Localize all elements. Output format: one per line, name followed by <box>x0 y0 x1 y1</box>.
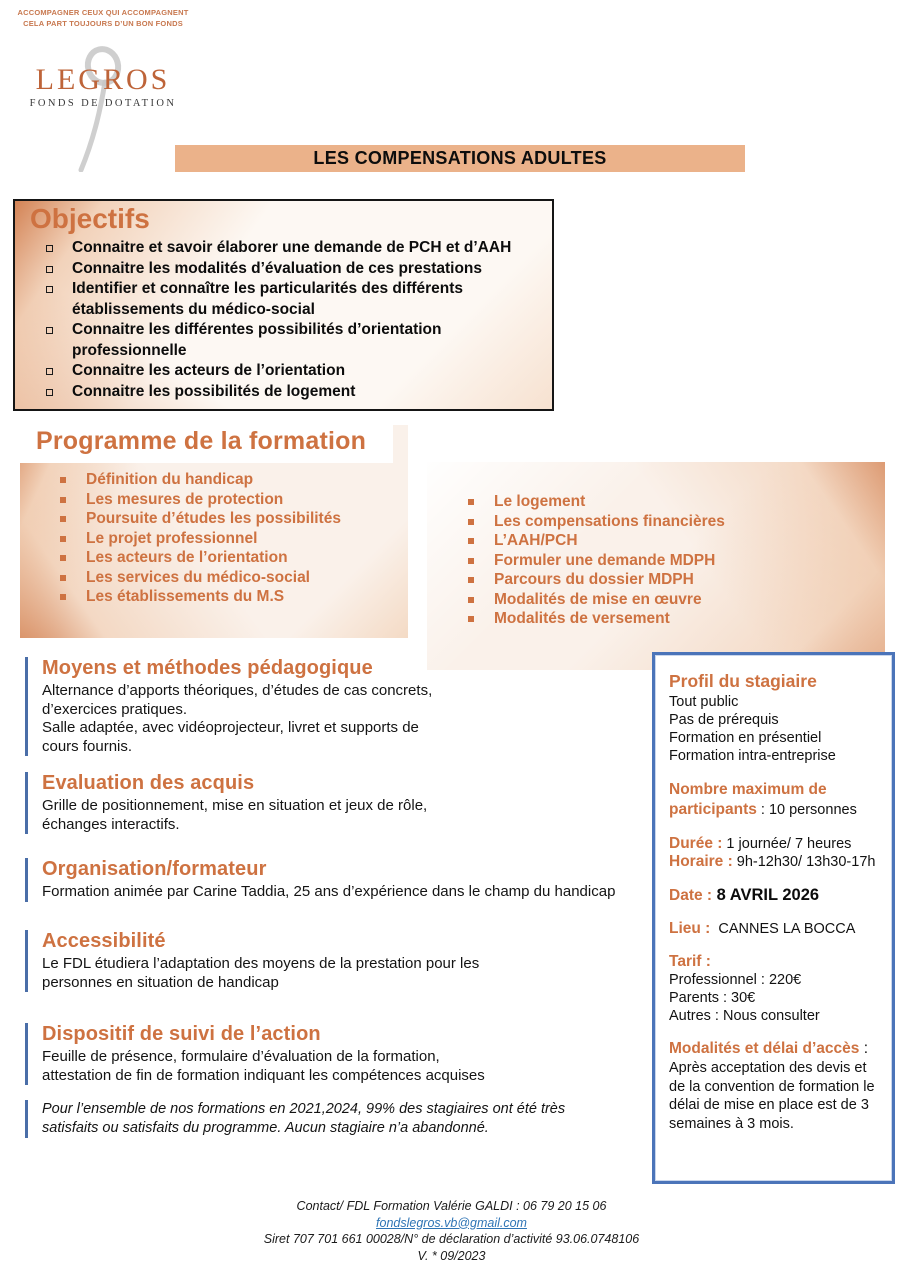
horaire-value: 9h-12h30/ 13h30-17h <box>732 854 876 870</box>
satisfaction-note: Pour l’ensemble de nos formations en 2021,2024, 99% des stagiaires ont été très satisfaits ou satisfaits du programme. Aucun stagiaire n’a abandonné. <box>25 1100 614 1138</box>
participants-value: : 10 personnes <box>756 801 857 818</box>
programme-item: Modalités de versement <box>468 609 885 629</box>
square-bullet-icon <box>468 538 474 544</box>
duree-label: Durée : <box>669 835 723 852</box>
programme-item: Les compensations financières <box>468 512 885 532</box>
hollow-square-bullet-icon <box>46 368 53 375</box>
section-paragraph: Salle adaptée, avec vidéoprojecteur, livret et supports de cours fournis. <box>42 719 419 755</box>
brand-name: LEGROS <box>35 63 171 96</box>
objectifs-item: Connaitre les acteurs de l’orientation <box>46 361 542 382</box>
programme-item: Définition du handicap <box>60 470 408 490</box>
square-bullet-icon <box>60 555 66 561</box>
section-heading: Moyens et méthodes pédagogique <box>42 657 373 679</box>
objectifs-item: Identifier et connaître les particularités des différents établissements du médico-social <box>46 279 542 320</box>
hollow-square-bullet-icon <box>46 266 53 273</box>
lieu-line <box>669 920 879 938</box>
info-sidebar <box>652 652 895 1184</box>
hollow-square-bullet-icon <box>46 327 53 334</box>
date-label: Date : <box>669 887 713 904</box>
brand-tagline-line1: ACCOMPAGNER CEUX QUI ACCOMPAGNENT <box>17 8 189 17</box>
programme-panel-left <box>20 425 408 638</box>
duree-value: 1 journée/ 7 heures <box>722 836 852 852</box>
participants-line <box>669 780 879 820</box>
square-bullet-icon <box>468 597 474 603</box>
objectifs-list <box>46 238 542 402</box>
brand-tagline-line2: CELA PART TOUJOURS D’UN BON FONDS <box>23 18 183 28</box>
square-bullet-icon <box>468 616 474 622</box>
section-moyens <box>25 657 444 756</box>
horaire-line <box>669 853 879 871</box>
hollow-square-bullet-icon <box>46 286 53 293</box>
section-heading: Organisation/formateur <box>42 858 267 880</box>
programme-item: Les mesures de protection <box>60 490 408 510</box>
hollow-square-bullet-icon <box>46 389 53 396</box>
section-paragraph: Le FDL étudiera l’adaptation des moyens de la prestation pour les personnes en situation de handicap <box>42 955 480 991</box>
profil-item: Tout public <box>669 694 739 710</box>
programme-item: Le logement <box>468 492 885 512</box>
programme-list-right <box>468 492 885 629</box>
square-bullet-icon <box>468 558 474 564</box>
square-bullet-icon <box>60 516 66 522</box>
brand-subname: FONDS DE DOTATION <box>29 98 177 109</box>
square-bullet-icon <box>468 577 474 583</box>
programme-item: Modalités de mise en œuvre <box>468 590 885 610</box>
section-heading: Dispositif de suivi de l’action <box>42 1023 321 1045</box>
profil-item: Formation intra-entreprise <box>669 748 836 764</box>
hollow-square-bullet-icon <box>46 245 53 252</box>
profil-item: Pas de prérequis <box>669 712 779 728</box>
objectifs-item: Connaitre et savoir élaborer une demande de PCH et d’AAH <box>46 238 542 259</box>
footer-contact: Contact/ FDL Formation Valérie GALDI : 06 79 20 15 06 <box>296 1199 607 1213</box>
programme-list-left <box>60 470 408 607</box>
acces-colon: : <box>859 1040 869 1057</box>
programme-item: Formuler une demande MDPH <box>468 551 885 571</box>
programme-panel-right <box>427 462 885 670</box>
section-heading: Evaluation des acquis <box>42 772 255 794</box>
programme-item: Les acteurs de l’orientation <box>60 548 408 568</box>
footer-email-link[interactable]: fondslegros.vb@gmail.com <box>376 1215 527 1230</box>
brand-logo <box>13 8 193 109</box>
section-evaluation <box>25 772 494 834</box>
horaire-label: Horaire : <box>669 853 733 870</box>
footer-version: V. * 09/2023 <box>417 1248 486 1263</box>
section-accessibilite <box>25 930 508 992</box>
section-heading: Accessibilité <box>42 930 166 952</box>
duree-line <box>669 835 879 853</box>
section-paragraph: Feuille de présence, formulaire d’évaluation de la formation, attestation de fin de formation indiquant les compétences acquises <box>42 1048 485 1084</box>
square-bullet-icon <box>60 575 66 581</box>
section-paragraph: Alternance d’apports théoriques, d’études de cas concrets, d’exercices pratiques. <box>42 682 433 718</box>
programme-item: Parcours du dossier MDPH <box>468 570 885 590</box>
programme-item: L’AAH/PCH <box>468 531 885 551</box>
programme-item: Le projet professionnel <box>60 529 408 549</box>
acces-body: Après acceptation des devis et de la convention de formation le délai de mise en place est de 3 semaines à 3 mois. <box>669 1060 875 1132</box>
participants-label: Nombre maximum de participants <box>669 781 827 818</box>
section-dispositif <box>25 1023 512 1085</box>
lieu-label: Lieu : <box>669 920 711 937</box>
square-bullet-icon <box>60 497 66 503</box>
programme-item: Les établissements du M.S <box>60 587 408 607</box>
objectifs-box <box>13 199 554 411</box>
objectifs-item: Connaitre les modalités d’évaluation de ces prestations <box>46 259 542 280</box>
profil-heading: Profil du stagiaire <box>669 671 817 691</box>
section-paragraph: Formation animée par Carine Taddia, 25 ans d’expérience dans le champ du handicap <box>42 883 616 900</box>
programme-item: Poursuite d’études les possibilités <box>60 509 408 529</box>
date-line <box>669 886 879 905</box>
objectifs-heading: Objectifs <box>30 203 150 234</box>
tarif-item: Autres : Nous consulter <box>669 1008 820 1024</box>
section-paragraph: Grille de positionnement, mise en situation et jeux de rôle, échanges interactifs. <box>42 797 428 833</box>
section-organisation <box>25 858 615 902</box>
footer <box>0 1198 903 1264</box>
tarif-item: Professionnel : 220€ <box>669 972 802 988</box>
profil-item: Formation en présentiel <box>669 730 822 746</box>
square-bullet-icon <box>60 477 66 483</box>
square-bullet-icon <box>60 536 66 542</box>
tarif-item: Parents : 30€ <box>669 990 756 1006</box>
footer-siret: Siret 707 701 661 00028/N° de déclaration d’activité 93.06.0748106 <box>263 1232 640 1246</box>
programme-item: Les services du médico-social <box>60 568 408 588</box>
square-bullet-icon <box>60 594 66 600</box>
objectifs-item: Connaitre les différentes possibilités d’orientation professionnelle <box>46 320 542 361</box>
programme-heading: Programme de la formation <box>36 427 367 455</box>
square-bullet-icon <box>468 519 474 525</box>
square-bullet-icon <box>468 499 474 505</box>
date-value: 8 AVRIL 2026 <box>712 886 820 904</box>
tarif-heading: Tarif : <box>669 953 711 970</box>
page-title: LES COMPENSATIONS ADULTES <box>175 145 745 172</box>
acces-heading: Modalités et délai d’accès <box>669 1040 860 1057</box>
acces-heading-line <box>669 1040 879 1058</box>
objectifs-item: Connaitre les possibilités de logement <box>46 382 542 403</box>
lieu-value: CANNES LA BOCCA <box>710 921 856 937</box>
